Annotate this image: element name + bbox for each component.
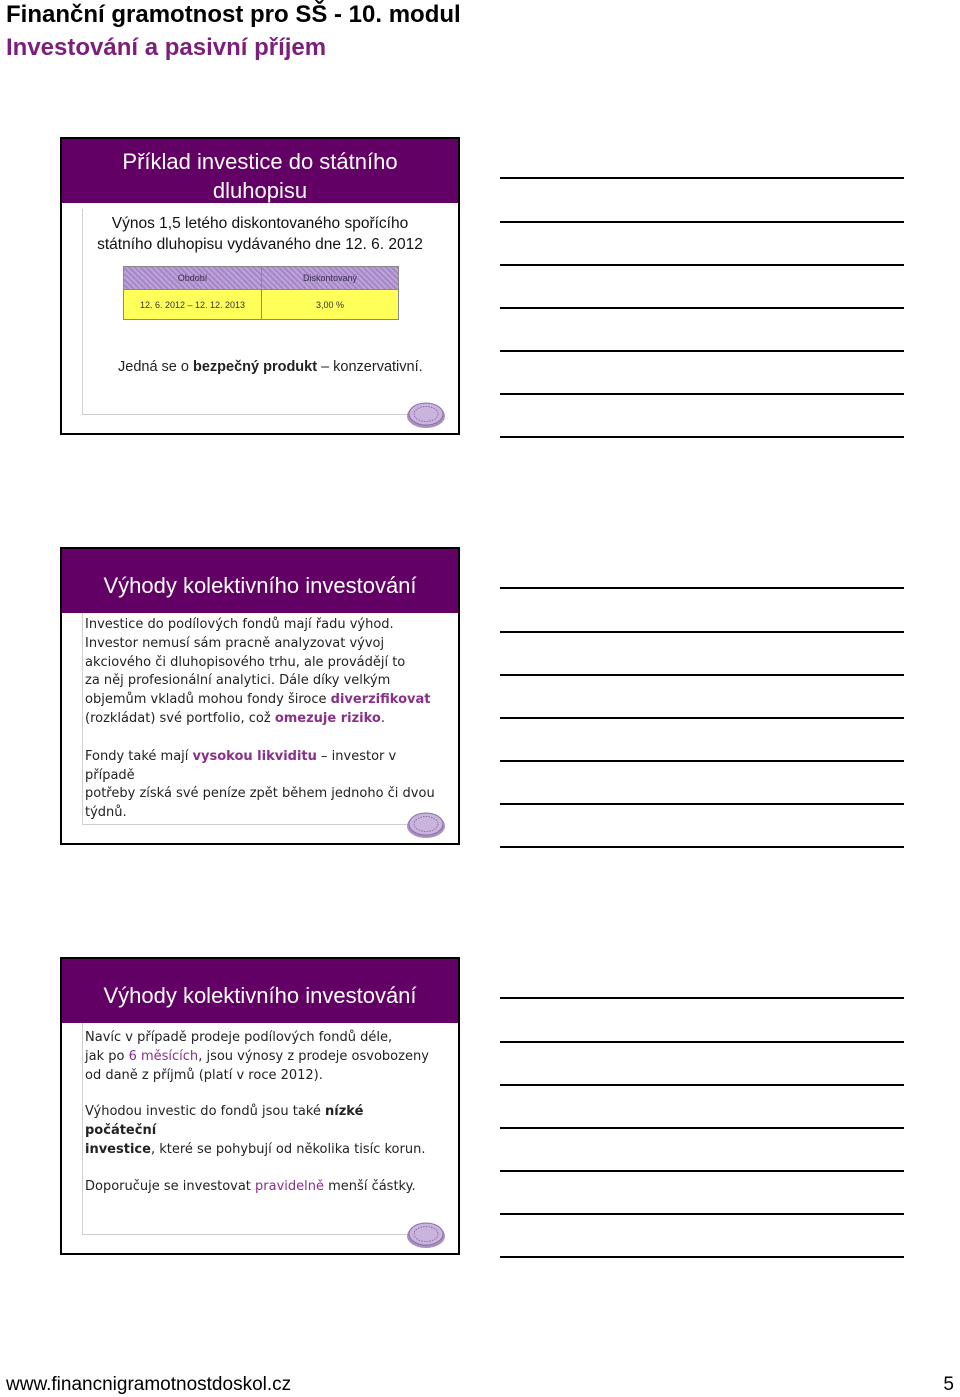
text-line: Investice do podílových fondů mají řadu výhod. bbox=[85, 617, 394, 632]
text-line: Doporučuje se investovat bbox=[85, 1178, 256, 1194]
slide-content-frame bbox=[82, 209, 438, 415]
note-bold: bezpečný produkt bbox=[192, 359, 318, 375]
slide-1 bbox=[60, 137, 460, 435]
text-line: od daně z příjmů (platí v roce 2012). bbox=[85, 1067, 323, 1083]
document-subtitle: Investování a pasivní příjem bbox=[6, 34, 327, 61]
coin-logo-icon bbox=[406, 1221, 446, 1249]
table-cell-period: 12. 6. 2012 – 12. 12. 2013 bbox=[124, 290, 262, 320]
page-number: 5 bbox=[943, 1374, 954, 1395]
text-line: (rozkládat) své portfolio, což bbox=[85, 710, 275, 726]
table-header-discounted: Diskontovaný bbox=[262, 267, 399, 290]
text-line: . bbox=[380, 710, 385, 726]
slide-title-line-2: dluhopisu bbox=[212, 178, 308, 203]
slide-content-frame bbox=[82, 613, 438, 825]
footer-url: www.financnigramotnostdoskol.cz bbox=[6, 1374, 292, 1395]
text-line: menší částky. bbox=[324, 1178, 416, 1194]
text-line: Dále díky velkým bbox=[274, 673, 391, 689]
coin-logo-icon bbox=[406, 401, 446, 429]
text-line: jak po bbox=[85, 1048, 129, 1064]
slide-3 bbox=[60, 957, 460, 1255]
text-line: , které se pohybují od několika tisíc korun. bbox=[150, 1141, 426, 1157]
document-title: Finanční gramotnost pro SŠ - 10. modul bbox=[6, 1, 461, 28]
text-line: objemům vkladů mohou fondy široce bbox=[85, 692, 331, 708]
slide-title: Výhody kolektivního investování bbox=[103, 573, 417, 598]
text-line: za něj profesionální analytici. bbox=[85, 673, 275, 689]
text-line: týdnů. bbox=[85, 805, 127, 821]
text-line: , jsou výnosy z prodeje osvobozeny bbox=[198, 1048, 429, 1064]
note-prefix: Jedná se o bbox=[118, 359, 193, 375]
table-header-period: Období bbox=[124, 267, 262, 290]
slide-2 bbox=[60, 547, 460, 845]
text-line: Navíc v případě prodeje podílových fondů déle, bbox=[85, 1030, 393, 1045]
text-line: akciového či dluhopisového trhu, ale provádějí to bbox=[85, 654, 406, 670]
slide-title: Výhody kolektivního investování bbox=[103, 983, 417, 1008]
slide-intro-line-2: státního dluhopisu vydávaného dne 12. 6. 2012 bbox=[97, 236, 423, 253]
highlight-diversify: diverzifikovat bbox=[330, 692, 431, 708]
highlight-liquidity: vysokou likviditu bbox=[192, 748, 317, 764]
slide-intro-line-1: Výnos 1,5 letého diskontovaného spořícího bbox=[111, 215, 409, 232]
text-line: Výhodou investic do fondů jsou také bbox=[85, 1104, 326, 1120]
note-suffix: – konzervativní. bbox=[317, 359, 423, 375]
table-cell-yield: 3,00 % bbox=[262, 290, 399, 320]
text-line: potřeby získá své peníze zpět během jednoho či dvou bbox=[85, 786, 435, 802]
highlight-regularly: pravidelně bbox=[255, 1178, 325, 1194]
text-line: Fondy také mají bbox=[85, 748, 193, 764]
highlight-six-months: 6 měsících bbox=[128, 1048, 199, 1064]
coin-logo-icon bbox=[406, 811, 446, 839]
highlight-risk: omezuje riziko bbox=[274, 710, 381, 726]
text-line: – investor v případě bbox=[85, 748, 397, 783]
bold-investment: investice bbox=[85, 1141, 151, 1157]
text-line: Investor nemusí sám pracně analyzovat vývoj bbox=[85, 635, 385, 651]
slide-content-frame bbox=[82, 1023, 438, 1235]
bold-low-initial: nízké počáteční bbox=[85, 1104, 364, 1139]
slide-title-line-1: Příklad investice do státního bbox=[122, 149, 398, 174]
